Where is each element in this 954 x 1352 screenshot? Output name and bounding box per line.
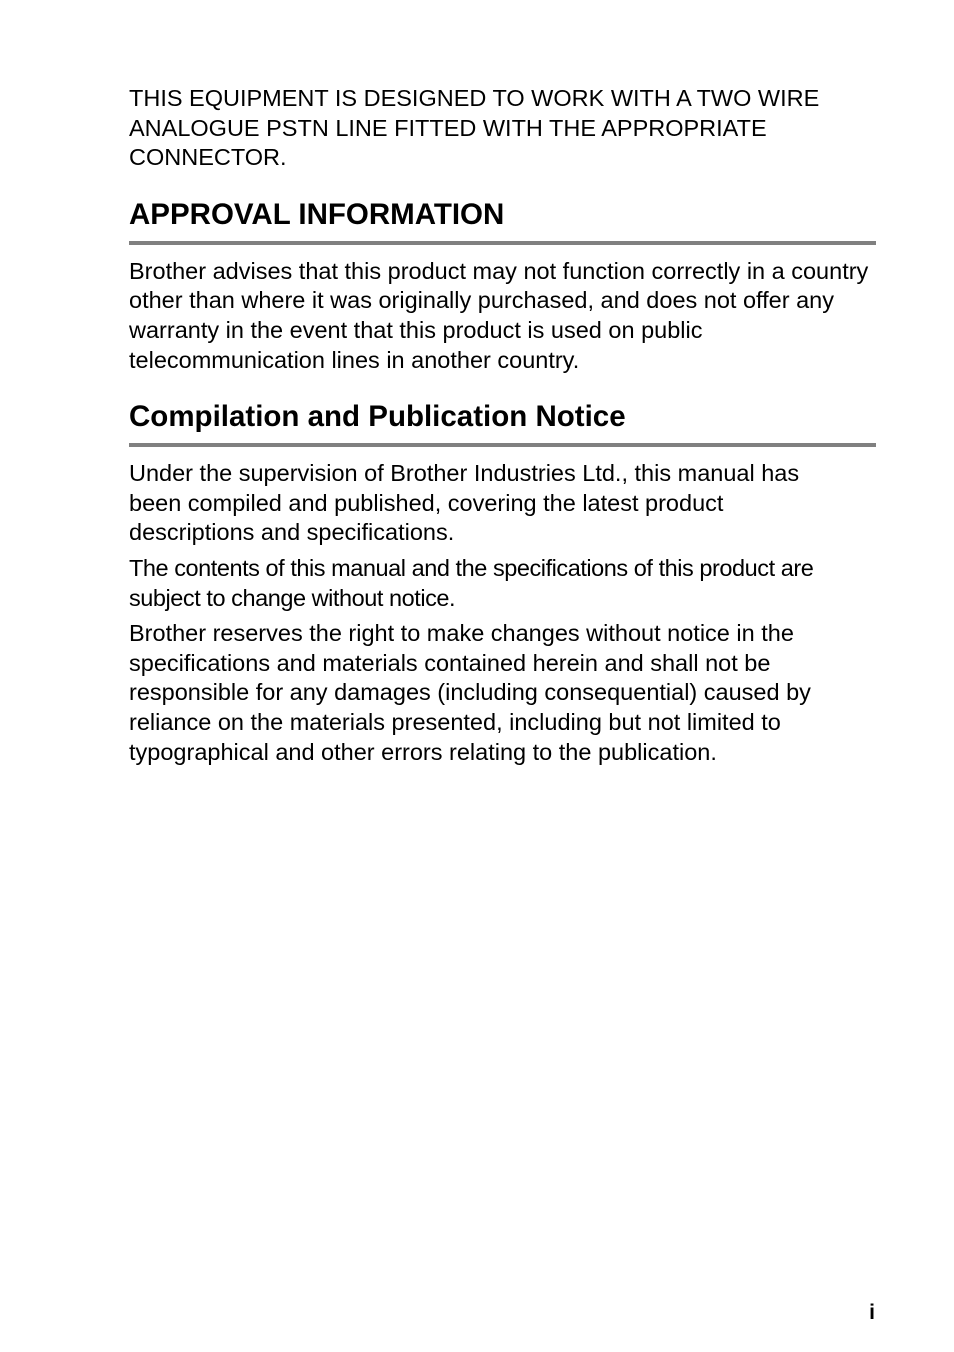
intro-notice: THIS EQUIPMENT IS DESIGNED TO WORK WITH A TWO WIRE ANALOGUE PSTN LINE FITTED WITH THE APPROPRIATE CONNECTOR. [129, 85, 820, 171]
page-number: i [869, 1301, 875, 1324]
compilation-paragraph-1: Under the supervision of Brother Industries Ltd., this manual has been compiled and published, covering the latest product descriptions and specifications. [129, 460, 800, 546]
compilation-paragraph-2: The contents of this manual and the specifications of this product are subject to change without notice. [129, 554, 814, 611]
compilation-heading: Compilation and Publication Notice [129, 400, 626, 434]
compilation-heading-rule [129, 443, 876, 447]
document-page [129, 84, 876, 767]
approval-heading: APPROVAL INFORMATION [129, 197, 505, 231]
compilation-paragraph-3: Brother reserves the right to make changes without notice in the specifications and materials contained herein and shall not be responsible for any damages (including consequential) caused by reliance on the materials presented, including but not limited to typographical and other errors relating to the publication. [129, 620, 811, 765]
approval-heading-rule [129, 241, 876, 245]
approval-paragraph: Brother advises that this product may not function correctly in a country other than where it was originally purchased, and does not offer any warranty in the event that this product is used on public telecommunication lines in another country. [129, 257, 869, 373]
